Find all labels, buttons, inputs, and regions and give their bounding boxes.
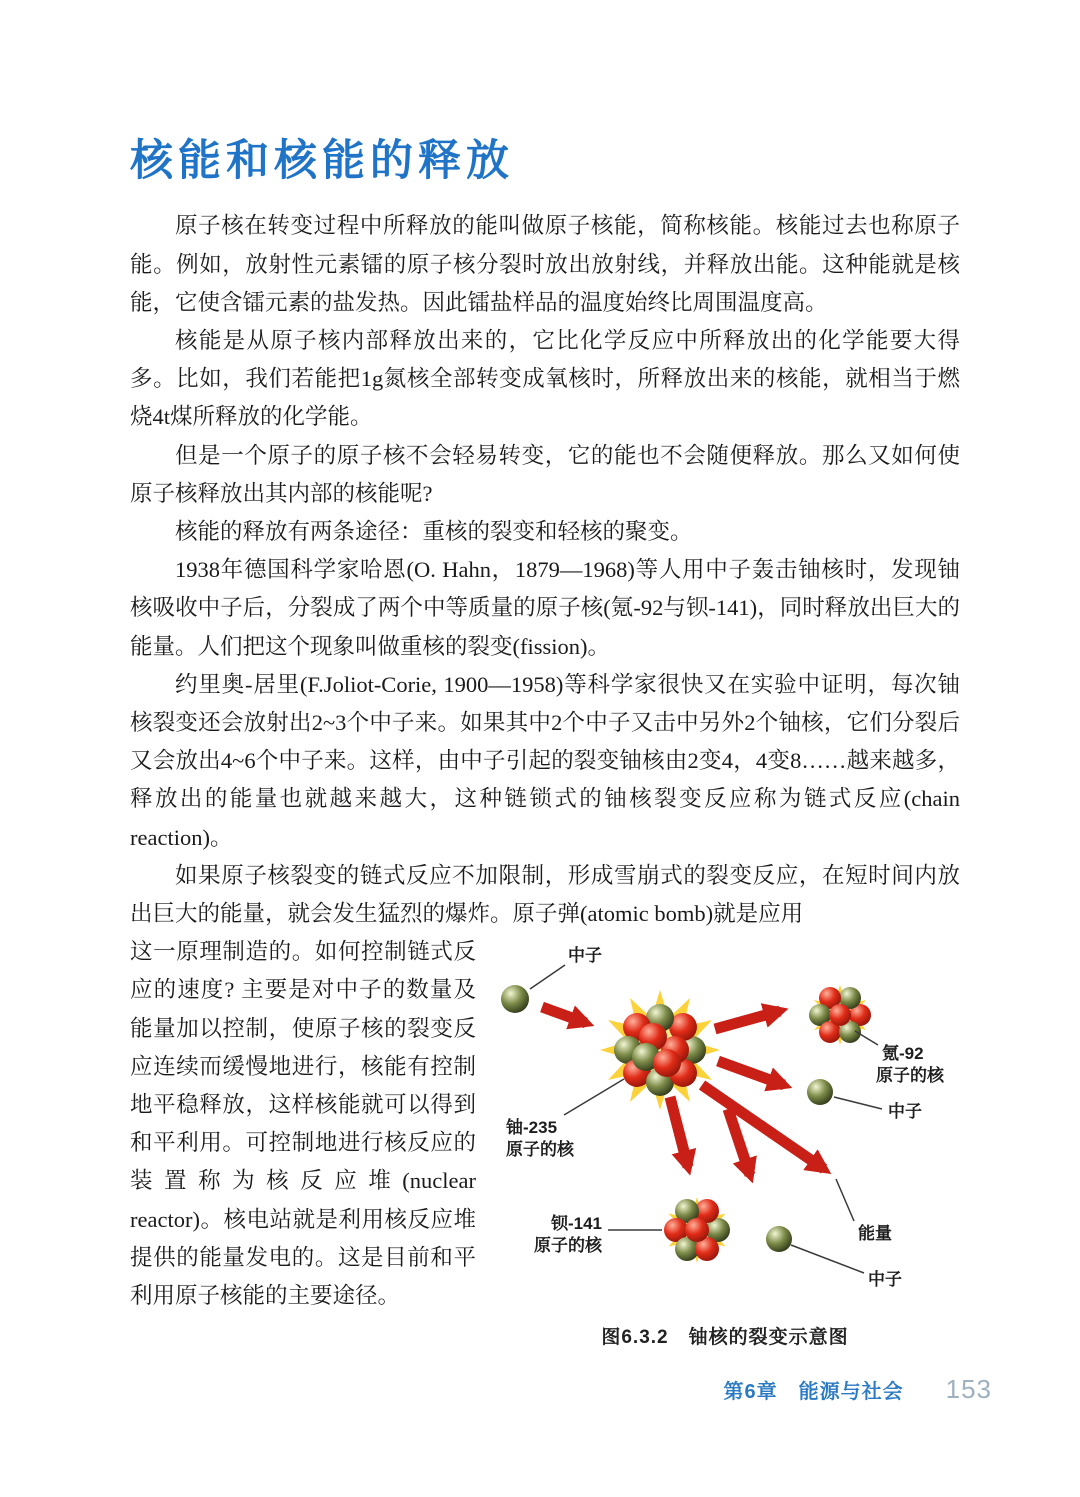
label-barium-line2: 原子的核 — [534, 1236, 602, 1256]
paragraph: 1938年德国科学家哈恩(O. Hahn，1879—1968)等人用中子轰击铀核时，发现铀核吸收中子后，分裂成了两个中等质量的原子核(氪-92与钡-141)，同时释放出巨大的能量。人们把这个现象叫做重核的裂变(fission)。 — [130, 557, 960, 659]
paragraph: 但是一个原子的原子核不会轻易转变，它的能也不会随便释放。那么又如何使原子核释放出其内部的核能呢? — [130, 442, 960, 506]
page-footer — [723, 1374, 992, 1405]
fission-figure — [490, 939, 960, 1349]
label-krypton-line1: 氪-92 — [882, 1044, 924, 1064]
barium-nucleus — [664, 1199, 730, 1261]
paragraph: 如果原子核裂变的链式反应不加限制，形成雪崩式的裂变反应，在短时间内放出巨大的能量，就会发生猛烈的爆炸。原子弹(atomic bomb)就是应用 — [130, 862, 960, 926]
paragraph: 约里奥-居里(F.Joliot-Corie, 1900—1958)等科学家很快又在实验中证明，每次铀核裂变还会放射出2~3个中子来。如果其中2个中子又击中另外2个铀核，它们分裂后又会放出4~6个中子来。这样，由中子引起的裂变铀核由2变4，4变8……越来越多，释放出的能量也就越来越大，这种链锁式的铀核裂变反应称为链式反应(chain reaction)。 — [130, 671, 960, 850]
fission-arrow — [670, 1097, 688, 1167]
label-neutron-top: 中子 — [568, 946, 602, 966]
paragraph-with-figure — [130, 933, 960, 1349]
paragraph: 原子核在转变过程中所释放的能叫做原子核能，简称核能。核能过去也称原子能。例如，放射性元素镭的原子核分裂时放出放射线，并释放出能。这种能就是核能，它使含镭元素的盐发热。因此镭盐样品的温度始终比周围温度高。 — [130, 213, 960, 315]
fission-arrow — [718, 1061, 784, 1085]
figure-caption: 图6.3.2 铀核的裂变示意图 — [601, 1327, 849, 1349]
paragraph-wrapped: 这一原理制造的。如何控制链式反应的速度? 主要是对中子的数量及能量加以控制，使原子核的裂变反应连续而缓慢地进行，核能有控制地平稳释放，这样核能就可以得到和平利用。可控制地进行核反应的装置称为核反应堆(nuclear reactor)。核电站就是利用核反应堆提供的能量发电的。这是目前和平利用原子核能的主要途径。 — [130, 939, 476, 1308]
footer-chapter: 第6章 能源与社会 — [723, 1381, 904, 1403]
fission-diagram — [490, 939, 960, 1313]
neutron-sphere-incoming — [501, 985, 529, 1013]
label-uranium-line1: 铀-235 — [506, 1118, 558, 1138]
label-krypton-line2: 原子的核 — [876, 1066, 944, 1086]
neutron-sphere-right — [807, 1079, 833, 1105]
label-neutron-bottom: 中子 — [868, 1270, 902, 1290]
label-uranium-line2: 原子的核 — [506, 1140, 574, 1160]
fission-arrow — [702, 1085, 824, 1169]
paragraph: 核能的释放有两条途径：重核的裂变和轻核的聚变。 — [175, 518, 693, 544]
page-content — [130, 138, 960, 1349]
label-barium-line1: 钡-141 — [550, 1214, 602, 1234]
label-neutron-right: 中子 — [888, 1102, 922, 1122]
fission-arrow — [715, 1011, 780, 1029]
page-title: 核能和核能的释放 — [130, 137, 514, 185]
label-energy: 能量 — [858, 1224, 892, 1244]
fission-arrow — [542, 1007, 586, 1023]
neutron-sphere-bottom — [766, 1226, 792, 1252]
paragraph: 核能是从原子核内部释放出来的，它比化学反应中所释放出的化学能要大得多。比如，我们若能把1g氮核全部转变成氧核时，所释放出来的核能，就相当于燃烧4t煤所释放的化学能。 — [130, 327, 960, 430]
page-number: 153 — [945, 1374, 992, 1404]
